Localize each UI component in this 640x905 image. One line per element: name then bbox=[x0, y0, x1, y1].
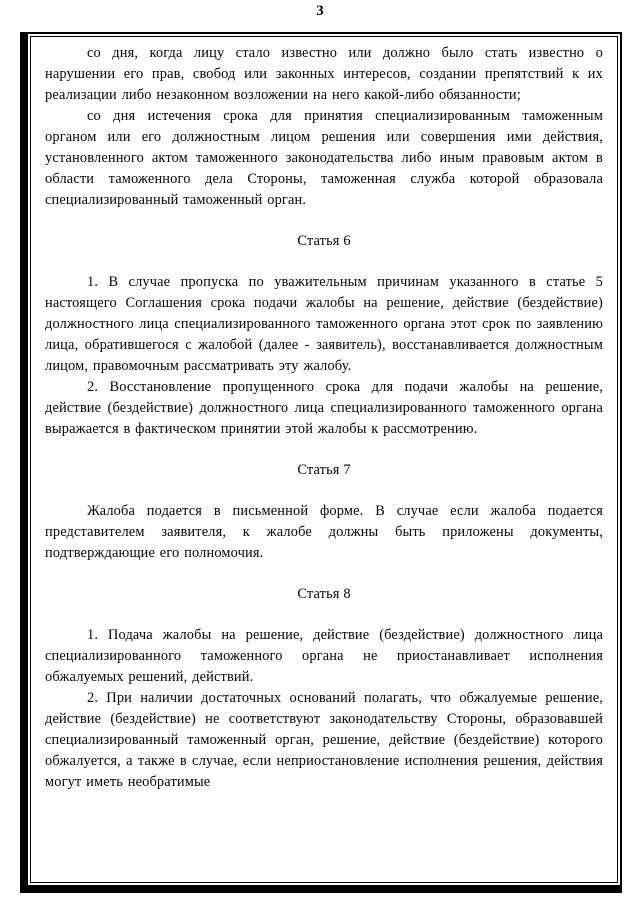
page-number: 3 bbox=[316, 3, 324, 19]
document-body bbox=[45, 43, 603, 793]
paragraph: со дня истечения срока для принятия специализированным таможенным органом или его должностным лицом решения или совершения ими действия, установленного актом таможенного законодательства либо иным правовым актом в области таможенного дела Стороны, таможенная служба которой образовала специализированный таможенный орган. bbox=[45, 108, 603, 208]
paragraph: 2. При наличии достаточных оснований полагать, что обжалуемые решение, действие (бездействие) не соответствуют законодательству Стороны, образовавшей специализированный таможенный орган, решение, действие (бездействие) которого обжалуется, а также в случае, если неприостановление исполнения решения, действия могут иметь необратимые bbox=[45, 690, 603, 790]
paragraph: со дня, когда лицу стало известно или должно было стать известно о нарушении его прав, свобод или законных интересов, создании препятствий к их реализации либо незаконном возложении на него какой-либо обязанности; bbox=[45, 45, 603, 103]
paragraph: 1. В случае пропуска по уважительным причинам указанного в статье 5 настоящего Соглашения срока подачи жалобы на решение, действие (бездействие) должностного лица специализированного таможенного органа этот срок по заявлению лица, обратившегося с жалобой (далее - заявитель), восстанавливается должностным лицом, правомочным рассматривать эту жалобу. bbox=[45, 274, 603, 374]
paragraph: 2. Восстановление пропущенного срока для подачи жалобы на решение, действие (бездействие) должностного лица специализированного таможенного органа выражается в фактическом принятии этой жалобы к рассмотрению. bbox=[45, 379, 603, 437]
document-frame-inner bbox=[30, 36, 618, 883]
article-heading: Статья 8 bbox=[297, 586, 351, 602]
article-heading: Статья 7 bbox=[297, 462, 351, 478]
article-heading: Статья 6 bbox=[297, 233, 351, 249]
document-frame bbox=[20, 32, 622, 893]
paragraph: Жалоба подается в письменной форме. В случае если жалоба подается представителем заявителя, к жалобе должны быть приложены документы, подтверждающие его полномочия. bbox=[45, 503, 603, 561]
paragraph: 1. Подача жалобы на решение, действие (бездействие) должностного лица специализированного таможенного органа не приостанавливает исполнения обжалуемых решений, действий. bbox=[45, 627, 603, 685]
